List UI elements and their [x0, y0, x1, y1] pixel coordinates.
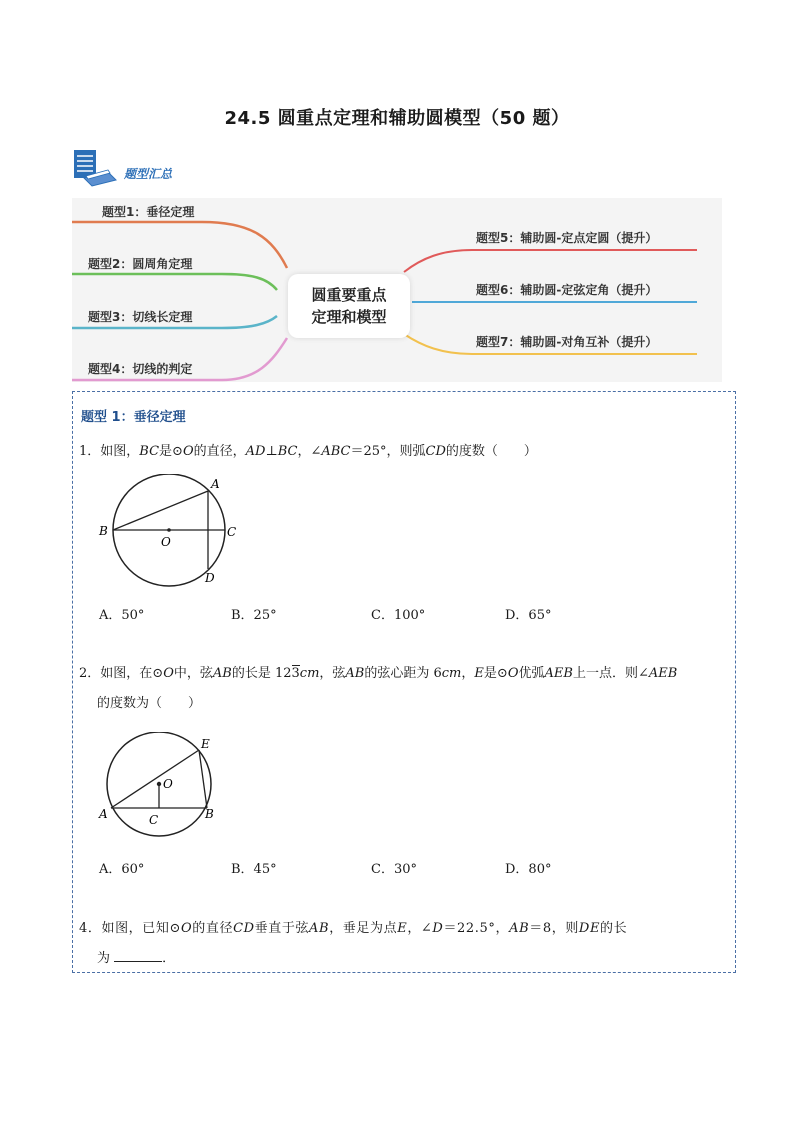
q2-option-d[interactable]: D．80°: [505, 862, 552, 877]
center-line-2: 定理和模型: [311, 308, 387, 326]
topic-6: 题型6：辅助圆-定弦定角（提升）: [476, 283, 658, 297]
topic-2: 题型2：圆周角定理: [88, 257, 193, 271]
question-box: [72, 391, 736, 973]
topic-7: 题型7：辅助圆-对角互补（提升）: [476, 335, 658, 349]
label-b: B: [205, 807, 214, 821]
q1-option-c[interactable]: C．100°: [371, 608, 426, 623]
topic-5: 题型5：辅助圆-定点定圆（提升）: [476, 231, 658, 245]
q1-option-a[interactable]: A．50°: [99, 608, 145, 623]
summary-label: 题型汇总: [124, 167, 173, 181]
mind-map-center: [288, 274, 410, 338]
answer-blank[interactable]: [114, 949, 162, 962]
label-o: O: [163, 777, 173, 791]
q1-option-d[interactable]: D．65°: [505, 608, 552, 623]
question-4-line-2: 为 ．: [97, 951, 176, 966]
page-title: 24.5 圆重点定理和辅助圆模型（50 题）: [224, 108, 570, 129]
branch-5: [404, 250, 697, 272]
mind-map: [72, 198, 722, 382]
question-4: 4．如图，已知⊙O的直径CD垂直于弦AB，垂足为点E，∠D＝22.5°，AB＝8，则DE的长: [79, 921, 628, 936]
q1-option-b[interactable]: B．25°: [231, 608, 277, 623]
q2-option-a[interactable]: A．60°: [99, 862, 145, 877]
q2-option-b[interactable]: B．45°: [231, 862, 277, 877]
label-d: D: [205, 571, 215, 585]
topic-4: 题型4：切线的判定: [88, 362, 193, 376]
question-1: 1．如图，BC是⊙O的直径，AD⊥BC，∠ABC＝25°，则弧CD的度数（ ）: [79, 444, 537, 459]
label-c: C: [149, 813, 159, 827]
question-2: 2．如图，在⊙O中，弦AB的长是 123cm，弦AB的弦心距为 6cm，E是⊙O优弧AEB上一点．则∠AEB: [79, 666, 678, 681]
q2-option-c[interactable]: C．30°: [371, 862, 417, 877]
topic-1: 题型1：垂径定理: [102, 205, 195, 219]
branch-2: [72, 274, 277, 290]
figure-1: [97, 474, 247, 594]
label-c: C: [227, 525, 237, 539]
question-2-line-2: 的度数为（ ）: [97, 696, 202, 711]
figure-2: [97, 732, 227, 842]
book-stack-icon: [72, 148, 120, 188]
label-b: B: [99, 524, 108, 538]
section-heading: 题型 1：垂径定理: [81, 410, 186, 425]
label-a: A: [211, 477, 220, 491]
label-e: E: [201, 737, 210, 751]
center-line-1: 圆重要重点: [311, 286, 387, 304]
label-a: A: [99, 807, 108, 821]
label-o: O: [161, 535, 171, 549]
topic-3: 题型3：切线长定理: [88, 310, 193, 324]
